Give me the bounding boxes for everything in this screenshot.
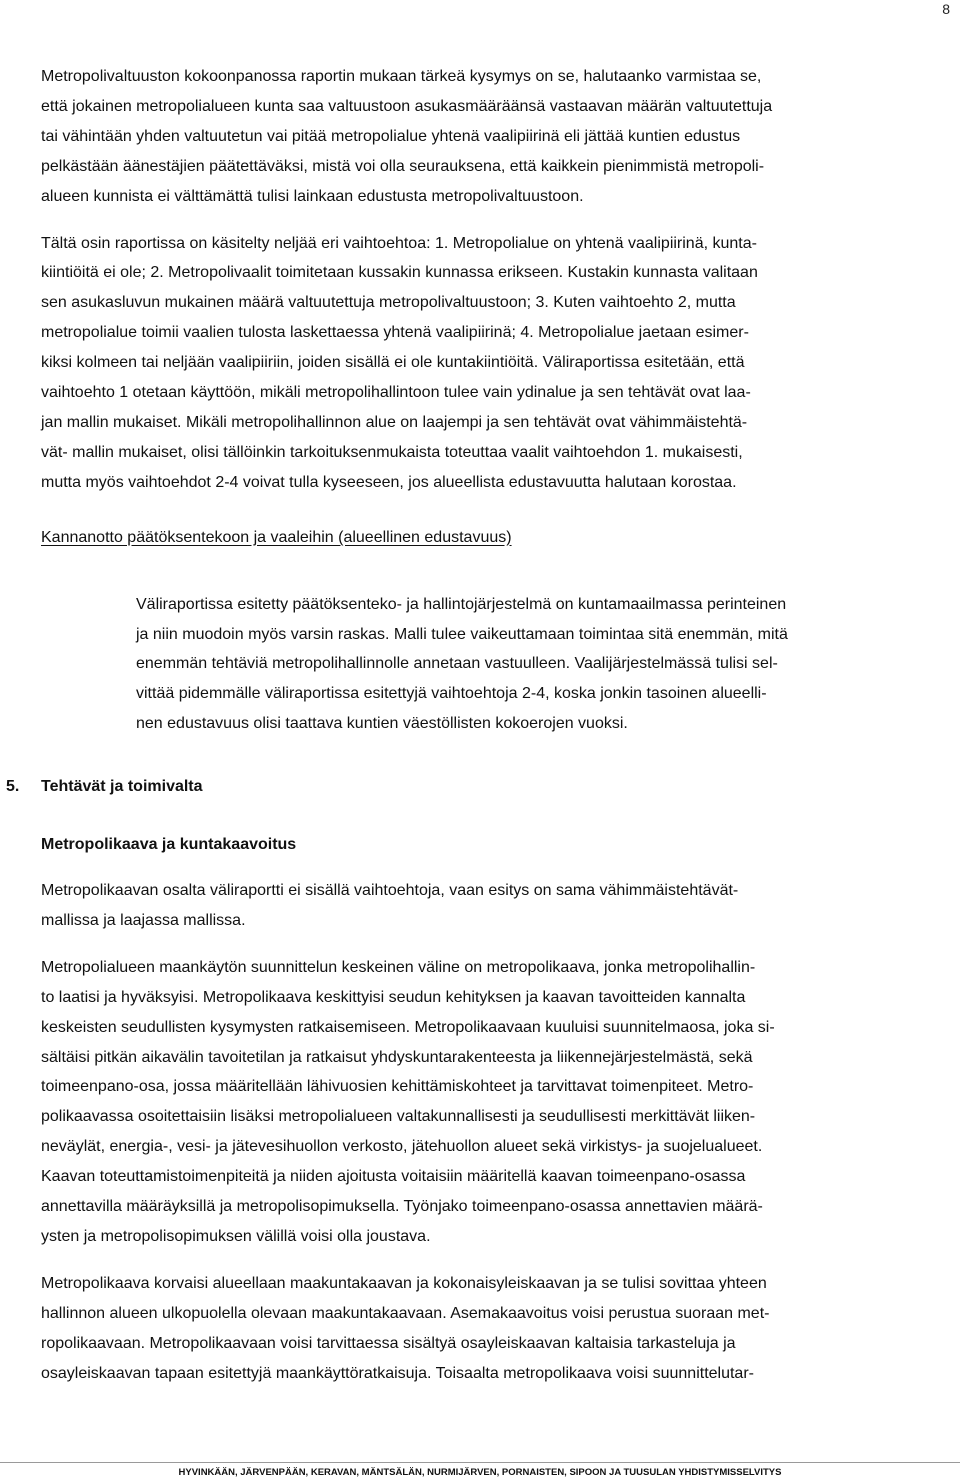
text-line: että jokainen metropolialueen kunta saa valtuustoon asukasmääräänsä vastaavan määrän valtuutettuja [41, 97, 773, 115]
text-line: polikaavassa osoitettaisiin lisäksi metropolialueen valtakunnallisesti ja seudullisesti merkittävät liiken- [41, 1108, 756, 1126]
text-line: ja niin muodoin myös varsin raskas. Malli tulee vaikeuttamaan toimintaa sitä enemmän, mitä [136, 625, 788, 643]
text-line: keskeisten seudullisten kysymysten ratkaisemiseen. Metropolikaavaan kuuluisi suunnitelmaosa, joka si- [41, 1018, 775, 1036]
kannanotto-statement [136, 590, 941, 740]
text-line: osayleiskaavan tapaan esitettyjä maankäyttöratkaisuja. Toisaalta metropolikaava voisi suunnittelutar- [41, 1364, 754, 1382]
paragraph-metropolikaava-replaces [41, 1269, 941, 1389]
paragraph-metropolikaava-options [41, 876, 941, 936]
text-line: sältäisi pitkän aikavälin tavoitetilan ja ratkaisut yhdyskuntarakenteesta ja liikennejärjestelmästä, sekä [41, 1048, 753, 1066]
text-line: Metropolivaltuuston kokoonpanossa raportin mukaan tärkeä kysymys on se, halutaanko varmistaa se, [41, 68, 762, 85]
page-footer: HYVINKÄÄN, JÄRVENPÄÄN, KERAVAN, MÄNTSÄLÄN, NURMIJÄRVEN, PORNAISTEN, SIPOON JA TUUSULAN YHDISTYMISSELVITYS [178, 1467, 782, 1478]
text-line: alueen kunnista ei välttämättä tulisi lainkaan edustusta metropolivaltuustoon. [41, 187, 584, 205]
text-line: enemmän tehtäviä metropolihallinnolle annetaan vastuulleen. Vaalijärjestelmässä tulisi sel- [136, 655, 778, 673]
text-line: pelkästään äänestäjien päätettäväksi, mistä voi olla seurauksena, että kaikkein pienimmistä metropoli- [41, 157, 765, 175]
subheading-metropolikaava: Metropolikaava ja kuntakaavoitus [41, 836, 297, 854]
text-line: metropolialue toimii vaalien tulosta laskettaessa yhtenä vaalipiirinä; 4. Metropolialue jaetaan esimer- [41, 324, 749, 342]
paragraph-four-alternatives [41, 229, 941, 498]
text-line: Väliraportissa esitetty päätöksenteko- ja hallintojärjestelmä on kuntamaailmassa perinteinen [136, 595, 787, 613]
text-line: Metropolikaavan osalta väliraportti ei sisällä vaihtoehtoja, vaan esitys on sama vähimmäistehtävät- [41, 882, 739, 900]
text-line: jan mallin mukaiset. Mikäli metropolihallinnon alue on laajempi ja sen tehtävät ovat vähimmäistehtä- [41, 413, 748, 431]
text-line: nen edustavuus olisi taattava kuntien väestöllisten kokoerojen vuoksi. [136, 715, 628, 733]
kannanotto-heading-text: Kannanotto päätöksentekoon ja vaaleihin (alueellinen edustavuus) [41, 528, 512, 546]
text-line: kiintiöitä ei ole; 2. Metropolivaalit toimitetaan kussakin kunnassa erikseen. Kustakin kunnasta valitaan [41, 264, 758, 282]
text-line: sen asukasluvun mukainen määrä valtuutettuja metropolivaltuustoon; 3. Kuten vaihtoehto 2, mutta [41, 294, 736, 312]
paragraph-representation-question [41, 62, 941, 212]
text-line: ropolikaavaan. Metropolikaavaan voisi tarvittaessa sisältyä osayleiskaavan kaltaisia tarkasteluja ja [41, 1334, 736, 1352]
text-line: Metropolialueen maankäytön suunnittelun keskeinen väline on metropolikaava, jonka metropolihallin- [41, 958, 756, 976]
text-line: kiksi kolmeen tai neljään vaalipiiriin, joiden sisällä ei ole kuntakiintiöitä. Väliraportissa esitetään, että [41, 354, 745, 372]
footer-divider [0, 1462, 960, 1463]
text-line: hallinnon alueen ulkopuolella olevaan maakuntakaavaan. Asemakaavoitus voisi perustua suoraan met- [41, 1304, 770, 1322]
text-line: mutta myös vaihtoehdot 2-4 voivat tulla kyseeseen, jos alueellista edustavuutta halutaan korostaa. [41, 473, 737, 491]
text-line: mallissa ja laajassa mallissa. [41, 911, 246, 929]
text-line: toimeenpano-osa, jossa määritellään lähivuosien kehittämiskohteet ja tarvittavat toimenpiteet. Metro- [41, 1078, 754, 1096]
section-title: Tehtävät ja toimivalta [41, 778, 203, 795]
section-number: 5. [6, 778, 20, 795]
text-line: annettavilla määräyksillä ja metropolisopimuksella. Työnjako toimeenpano-osassa annettavien määrä- [41, 1198, 763, 1216]
text-line: vaihtoehto 1 otetaan käyttöön, mikäli metropolihallintoon tulee vain ydinalue ja sen tehtävät ovat laa- [41, 384, 751, 402]
text-line: neväylät, energia-, vesi- ja jätevesihuollon verkosto, jätehuollon alueet sekä virkistys- ja suojelualueet. [41, 1138, 763, 1156]
text-line: ysten ja metropolisopimuksen välillä voisi olla joustava. [41, 1228, 431, 1245]
text-line: vittää pidemmälle väliraportissa esitettyjä vaihtoehtoja 2-4, koska jonkin tasoinen alueelli- [136, 685, 767, 703]
text-line: tai vähintään yhden valtuutetun vai pitää metropolialue yhtenä vaalipiirinä eli jättää kuntien edustus [41, 127, 741, 145]
page-number: 8 [942, 1, 950, 17]
text-line: to laatisi ja hyväksyisi. Metropolikaava keskittyisi seudun kehityksen ja kaavan tavoitteiden kannalta [41, 988, 746, 1006]
kannanotto-heading [41, 523, 941, 553]
text-line: Tältä osin raportissa on käsitelty neljää eri vaihtoehtoa: 1. Metropolialue on yhtenä vaalipiirinä, kunta- [41, 234, 757, 252]
section-heading [6, 772, 203, 802]
text-line: Metropolikaava korvaisi alueellaan maakuntakaavan ja kokonaisyleiskaavan ja se tulisi sovittaa yhteen [41, 1274, 767, 1292]
paragraph-land-use-planning [41, 953, 941, 1252]
page-content [41, 62, 941, 1389]
text-line: Kaavan toteuttamistoimenpiteitä ja niiden ajoitusta voitaisiin määritellä kaavan toimeenpano-osassa [41, 1168, 746, 1186]
text-line: vät- mallin mukaiset, olisi tällöinkin tarkoituksenmukaista toteuttaa vaalit vaihtoehdon 1. mukaisesti, [41, 443, 743, 461]
